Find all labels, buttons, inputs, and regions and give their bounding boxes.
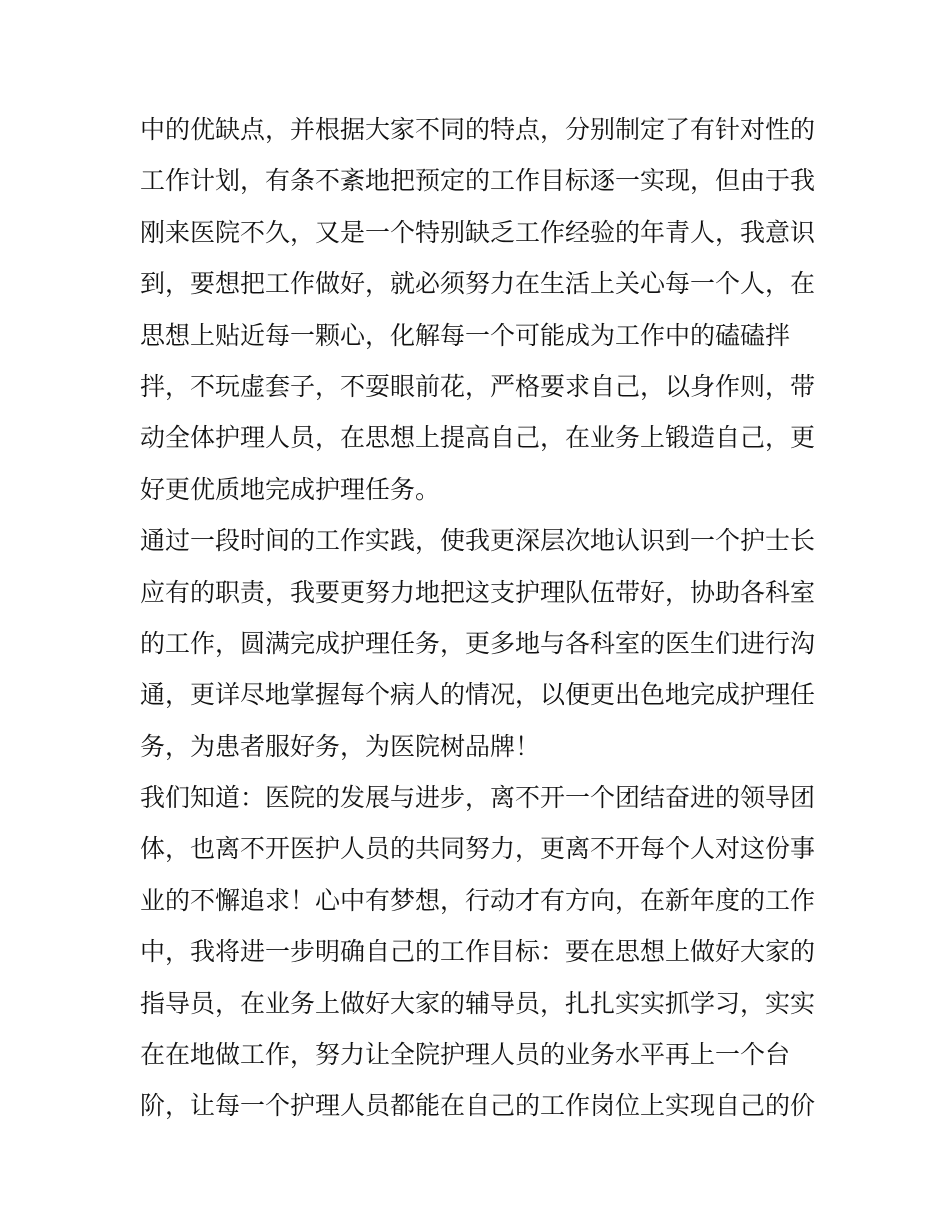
text-line: 中，我将进一步明确自己的工作目标：要在思想上做好大家的 — [140, 937, 816, 967]
text-line: 应有的职责，我要更努力地把这支护理队伍带好，协助各科室 — [140, 577, 816, 607]
text-line: 务，为患者服好务，为医院树品牌！ — [140, 731, 541, 761]
text-line: 好更优质地完成护理任务。 — [140, 474, 441, 504]
text-line: 到，要想把工作做好，就必须努力在生活上关心每一个人，在 — [140, 269, 816, 299]
text-line: 业的不懈追求！心中有梦想，行动才有方向，在新年度的工作 — [140, 885, 816, 915]
text-line: 思想上贴近每一颗心，化解每一个可能成为工作中的磕磕拌 — [140, 320, 791, 350]
text-line: 通，更详尽地掌握每个病人的情况，以便更出色地完成护理任 — [140, 680, 816, 710]
text-line: 阶，让每一个护理人员都能在自己的工作岗位上实现自己的价 — [140, 1091, 816, 1121]
text-line: 拌，不玩虚套子，不耍眼前花，严格要求自己，以身作则，带 — [140, 371, 816, 401]
text-line: 指导员，在业务上做好大家的辅导员，扎扎实实抓学习，实实 — [140, 988, 816, 1018]
text-line: 通过一段时间的工作实践，使我更深层次地认识到一个护士长 — [140, 526, 816, 556]
text-line: 工作计划，有条不紊地把预定的工作目标逐一实现，但由于我 — [140, 166, 816, 196]
text-line: 的工作，圆满完成护理任务，更多地与各科室的医生们进行沟 — [140, 628, 816, 658]
text-line: 在在地做工作，努力让全院护理人员的业务水平再上一个台 — [140, 1040, 791, 1070]
text-line: 刚来医院不久，又是一个特别缺乏工作经验的年青人，我意识 — [140, 217, 816, 247]
text-line: 中的优缺点，并根据大家不同的特点，分别制定了有针对性的 — [140, 115, 816, 144]
text-line: 体，也离不开医护人员的共同努力，更离不开每个人对这份事 — [140, 834, 816, 864]
text-line: 我们知道：医院的发展与进步，离不开一个团结奋进的领导团 — [140, 783, 816, 813]
text-line: 动全体护理人员，在思想上提高自己，在业务上锻造自己，更 — [140, 423, 816, 453]
body-text — [140, 104, 820, 1132]
